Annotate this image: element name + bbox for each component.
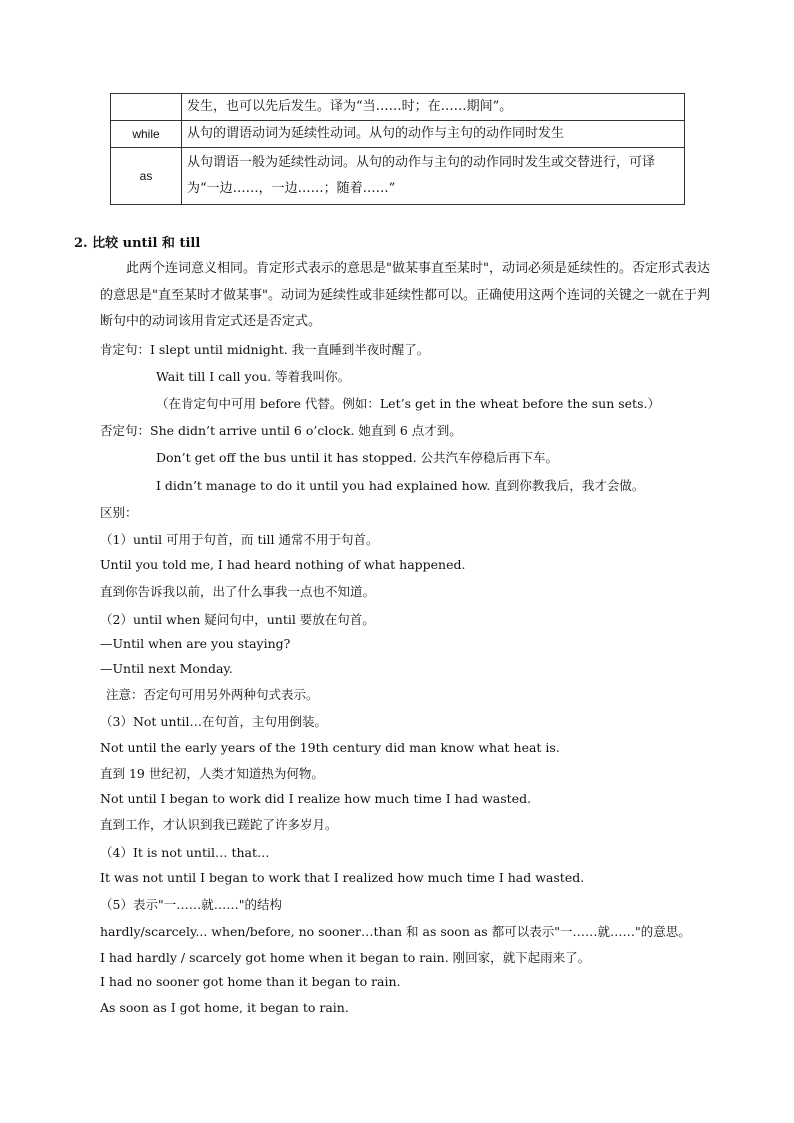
subpoint-heading: （3）Not until…在句首，主句用倒装。 <box>100 714 328 729</box>
example-line: I had hardly / scarcely got home when it began to rain. 刚回家，就下起雨来了。 <box>100 950 591 965</box>
subpoint-heading: （4）It is not until… that… <box>100 845 270 860</box>
subpoint-heading: （2）until when 疑问句中，until 要放在句首。 <box>100 612 375 627</box>
example-line: —Until when are you staying? <box>100 636 291 651</box>
example-line: It was not until I began to work that I realized how much time I had wasted. <box>100 870 585 885</box>
table-row <box>111 94 685 121</box>
example-line: —Until next Monday. <box>100 661 233 676</box>
table-term-cell: as <box>111 148 182 205</box>
subpoint-heading: （1）until 可用于句首，而 till 通常不用于句首。 <box>100 532 379 547</box>
intro-paragraph <box>100 256 720 336</box>
intro-text: 此两个连词意义相同。肯定形式表示的意思是"做某事直至某时"，动词必须是延续性的。否定形式表达的意思是"直至某时才做某事"。动词为延续性或非延续性都可以。正确使用这两个连词的关键之一就在于判断句中的动词该用肯定式还是否定式。 <box>100 261 710 329</box>
note-line: 注意：否定句可用另外两种句式表示。 <box>106 687 319 702</box>
difference-label: 区别： <box>100 505 138 520</box>
example-line: Not until the early years of the 19th century did man know what heat is. <box>100 740 560 755</box>
example-line: I didn’t manage to do it until you had explained how. 直到你教我后，我才会做。 <box>156 478 645 493</box>
example-line: 肯定句：I slept until midnight. 我一直睡到半夜时醒了。 <box>100 342 430 357</box>
example-line: I had no sooner got home than it began to rain. <box>100 974 401 989</box>
example-line: Until you told me, I had heard nothing of what happened. <box>100 557 466 572</box>
example-line: Don’t get off the bus until it has stopped. 公共汽车停稳后再下车。 <box>156 450 559 465</box>
example-line: hardly/scarcely... when/before, no sooner…than 和 as soon as 都可以表示"一……就……"的意思。 <box>100 924 691 939</box>
conjunction-table <box>110 93 685 205</box>
table-term-cell: while <box>111 121 182 148</box>
example-line: As soon as I got home, it began to rain. <box>100 1000 349 1015</box>
example-line: 直到工作，才认识到我已蹉跎了许多岁月。 <box>100 817 338 832</box>
example-line: （在肯定句中可用 before 代替。例如：Let’s get in the wheat before the sun sets.） <box>156 396 660 411</box>
example-line: 否定句：She didn’t arrive until 6 o’clock. 她直到 6 点才到。 <box>100 423 462 438</box>
table-desc-cell: 从句的谓语动词为延续性动词。从句的动作与主句的动作同时发生 <box>182 121 685 148</box>
table-row <box>111 148 685 205</box>
section-heading: 2. 比较 until 和 till <box>74 236 201 251</box>
table-desc-cell: 从句谓语一般为延续性动词。从句的动作与主句的动作同时发生或交替进行，可译为“一边……，一边……；随着……” <box>182 148 685 205</box>
example-line: 直到 19 世纪初，人类才知道热为何物。 <box>100 766 324 781</box>
table-desc-cell: 发生，也可以先后发生。译为“当……时；在……期间”。 <box>182 94 685 121</box>
subpoint-heading: （5）表示"一……就……"的结构 <box>100 897 282 912</box>
example-line: Wait till I call you. 等着我叫你。 <box>156 369 351 384</box>
table-row <box>111 121 685 148</box>
example-line: Not until I began to work did I realize how much time I had wasted. <box>100 791 532 806</box>
example-line: 直到你告诉我以前，出了什么事我一点也不知道。 <box>100 584 376 599</box>
table-term-cell <box>111 94 182 121</box>
